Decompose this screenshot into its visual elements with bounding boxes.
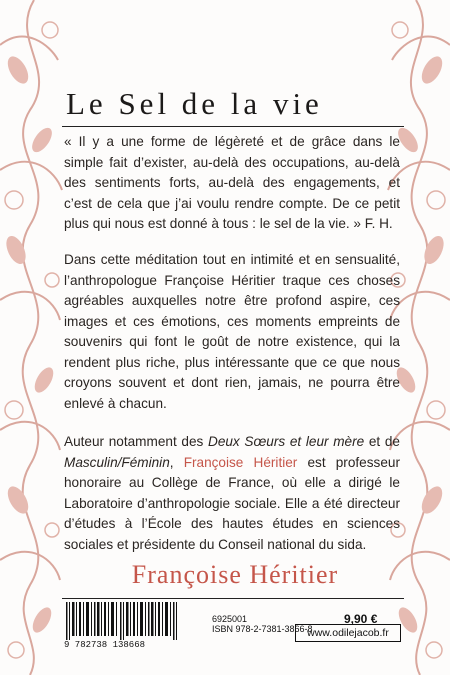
bio-work-2: Masculin/Féminin xyxy=(64,454,170,470)
title-divider xyxy=(62,126,404,127)
author-name: Françoise Héritier xyxy=(131,560,339,589)
quote-paragraph: « Il y a une forme de légèreté et de grâce dans le simple fait d’exister, au-delà des occupations, au-delà des sentiments forts, au-delà des engagements, et c’est de cela que j’ai voulu rendre compte. De ce petit plus qui nous est donné à tous : le sel de la vie. » F. H. xyxy=(64,134,400,231)
description-paragraph: Dans cette méditation tout en intimité et en sensualité, l’anthropologue Françoise Héritier traque ces choses agréables auxquelles notre être profond aspire, ces images et ces émotions, ces moments empreints de souvenirs qui font le goût de notre existence, qui la rendent plus riche, plus intéressante que ce que nous croyons souvent et dont rien, jamais, ne pourra être enlevé à chacun. xyxy=(64,252,400,411)
bio-author-name: Françoise Héritier xyxy=(183,454,298,470)
barcode-icon xyxy=(64,602,184,640)
barcode-digits: 9 782738 138668 xyxy=(64,640,146,650)
product-code: 6925001 xyxy=(212,614,248,624)
publisher-url: www.odilejacob.fr xyxy=(295,624,401,642)
barcode-area xyxy=(64,602,313,652)
price: 9,90 € xyxy=(344,612,378,626)
bio-rest: est professeur honoraire au Collège de France, où elle a dirigé le Laboratoire d’anthropologie sociale. Elle a été directeur d’études à l’École des hautes études en sciences sociales et présidente du Conseil national du sida. xyxy=(64,454,400,552)
author-divider xyxy=(62,598,404,599)
bio-work-1: Deux Sœurs et leur mère xyxy=(208,434,365,449)
bio-intro: Auteur notamment des xyxy=(64,434,208,449)
book-title: Le Sel de la vie xyxy=(66,86,323,121)
isbn-number: ISBN 978-2-7381-3866-8 xyxy=(212,624,313,634)
bio-and: et de xyxy=(364,434,400,449)
author-bio-paragraph xyxy=(64,432,400,555)
bio-comma: , xyxy=(169,454,184,470)
